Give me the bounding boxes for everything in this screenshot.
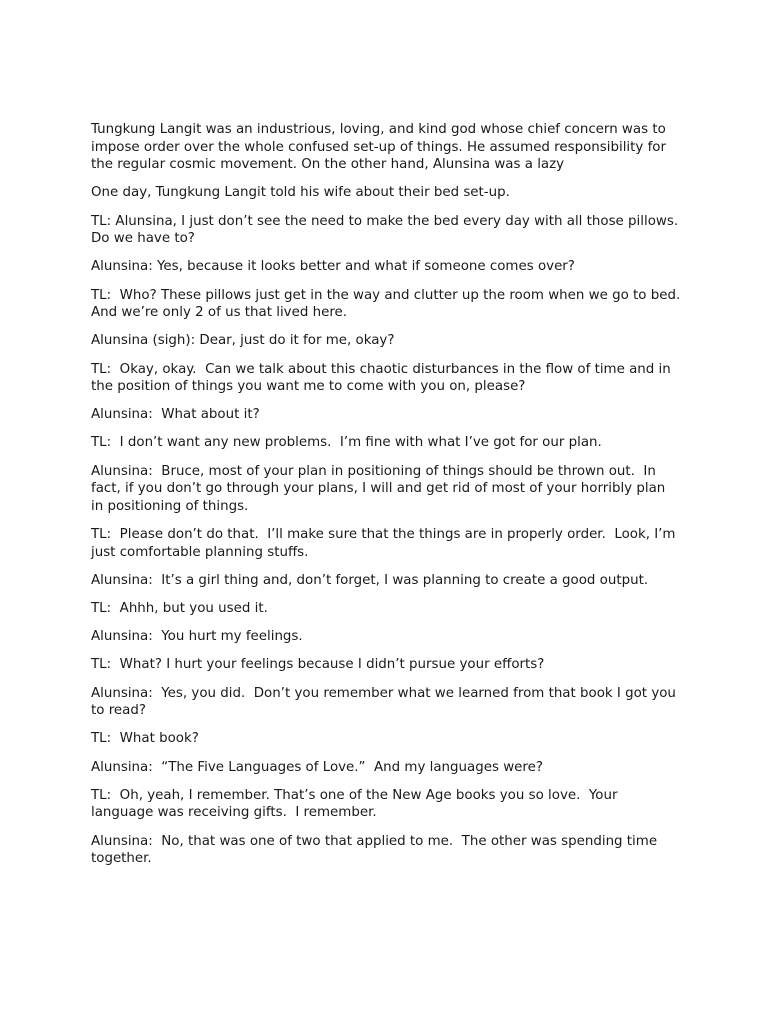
paragraph-14: Alunsina: You hurt my feelings. (91, 629, 303, 645)
paragraph-15: TL: What? I hurt your feelings because I didn’t pursue your efforts? (91, 657, 545, 673)
paragraph-12: Alunsina: It’s a girl thing and, don’t forget, I was planning to create a good output. (91, 572, 649, 588)
paragraph-20: Alunsina: No, that was one of two that applied to me. The other was spending time together. (91, 833, 662, 867)
paragraph-11: TL: Please don’t do that. I’ll make sure that the things are in properly order. Look, I’m just comfortable planning stuffs. (91, 527, 680, 560)
paragraph-5: TL: Who? These pillows just get in the way and clutter up the room when we go to bed. And we’re only 2 of us that lived here. (91, 287, 685, 321)
paragraph-18: Alunsina: “The Five Languages of Love.” And my languages were? (91, 759, 543, 775)
paragraph-3: TL: Alunsina, I just don’t see the need to make the bed every day with all those pillows. Do we have to? (91, 213, 687, 247)
paragraph-7: TL: Okay, okay. Can we talk about this chaotic disturbances in the flow of time and in the position of things you want me to come with you on, please? (91, 361, 676, 395)
paragraph-2: One day, Tungkung Langit told his wife about their bed set-up. (91, 185, 510, 201)
paragraph-1: Tungkung Langit was an industrious, loving, and kind god whose chief concern was to impose order over the whole confused set-up of things. He assumed responsibility for the regular cosmic movement. On the other hand, Alunsina was a lazy (91, 122, 671, 173)
paragraph-17: TL: What book? (91, 731, 199, 747)
paragraph-4: Alunsina: Yes, because it looks better and what if someone comes over? (91, 259, 575, 275)
paragraph-10: Alunsina: Bruce, most of your plan in positioning of things should be thrown out. In fact, if you don’t go through your plans, I will and get rid of most of your horribly plan in positioning of things. (91, 463, 670, 514)
paragraph-6: Alunsina (sigh): Dear, just do it for me, okay? (91, 333, 395, 349)
paragraph-19: TL: Oh, yeah, I remember. That’s one of the New Age books you so love. Your language was receiving gifts. I remember. (91, 787, 622, 821)
paragraph-8: Alunsina: What about it? (91, 407, 260, 423)
paragraph-9: TL: I don’t want any new problems. I’m fine with what I’ve got for our plan. (91, 435, 602, 451)
paragraph-16: Alunsina: Yes, you did. Don’t you remember what we learned from that book I got you to read? (91, 685, 681, 719)
paragraph-13: TL: Ahhh, but you used it. (91, 601, 268, 616)
document-page (91, 121, 687, 878)
